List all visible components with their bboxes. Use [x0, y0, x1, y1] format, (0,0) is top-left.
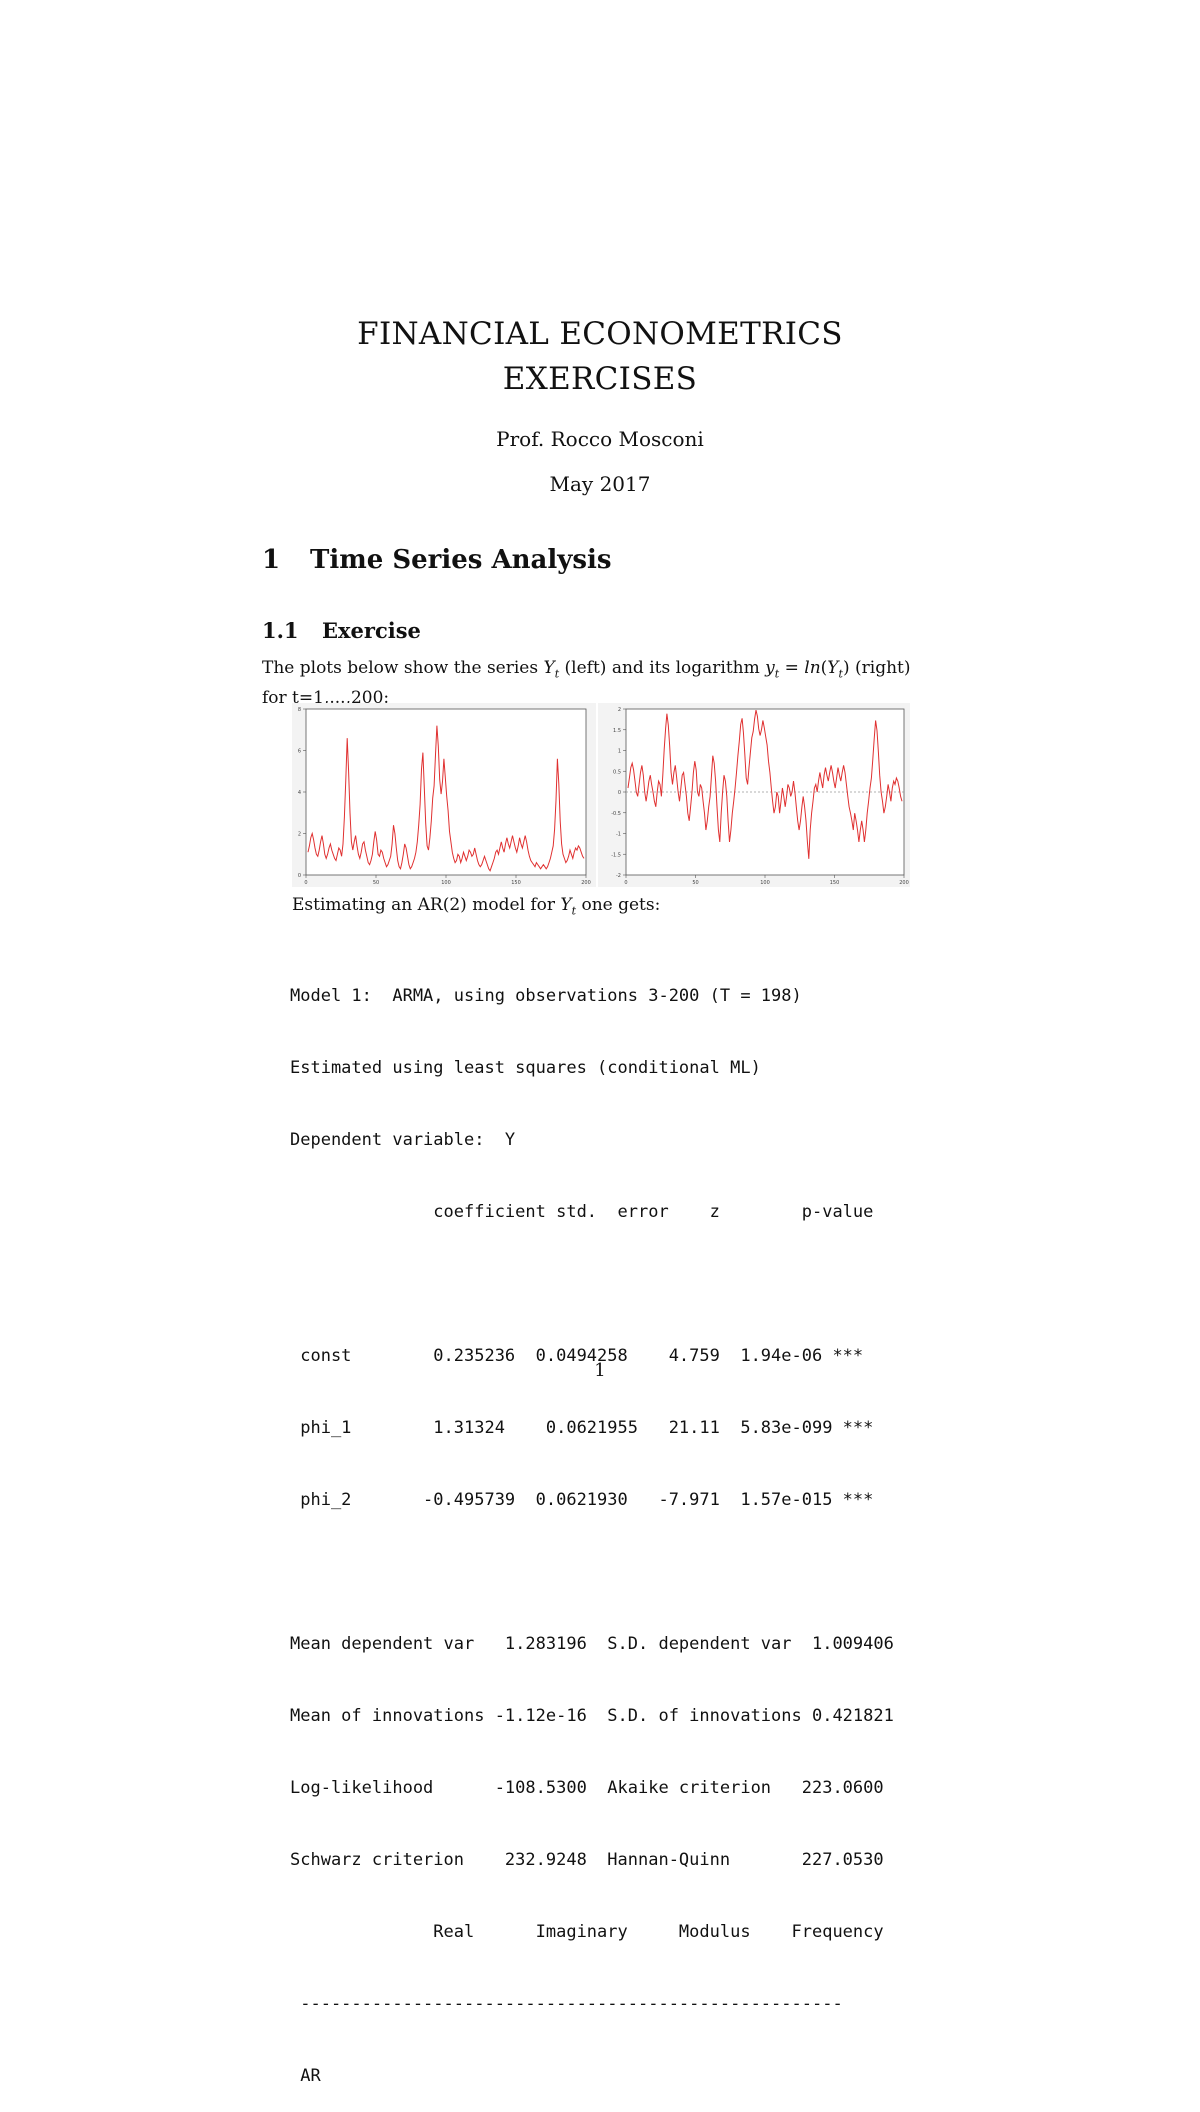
- x-tick-label: 0: [624, 880, 628, 886]
- subsection-number: 1.1: [262, 618, 299, 643]
- stats-row: Mean dependent var 1.283196 S.D. dependent var 1.009406: [290, 1634, 894, 1654]
- y-tick-label: 6: [297, 748, 301, 755]
- intro-line1: The plots below show the series $Y_t$ (left) and its logarithm $y_t = \ln(Y_t)$ (right): [262, 658, 911, 681]
- y-tick-label: 1.5: [613, 727, 621, 734]
- x-tick-label: 50: [372, 880, 380, 886]
- output-header-line: Estimated using least squares (conditional ML): [290, 1058, 761, 1078]
- x-tick-label: 0: [304, 880, 308, 886]
- date: May 2017: [549, 472, 651, 496]
- coefficient-row-phi1: phi_1 1.31324 0.0621955 21.11 5.83e-099 ***: [290, 1418, 874, 1438]
- y-tick-label: -2: [616, 873, 621, 879]
- coefficient-column-header: coefficient std. error z p-value: [290, 1202, 874, 1222]
- stats-row: Log-likelihood -108.5300 Akaike criterion 223.0600: [290, 1778, 884, 1798]
- y-tick-label: -1.5: [611, 852, 621, 859]
- doc-title-line2: EXERCISES: [502, 361, 698, 397]
- roots-column-header: Real Imaginary Modulus Frequency: [290, 1922, 884, 1942]
- y-tick-label: 8: [297, 707, 301, 713]
- plot-series-Y: [292, 703, 596, 887]
- plot-log-series-y: [598, 703, 910, 887]
- coefficient-row-phi2: phi_2 -0.495739 0.0621930 -7.971 1.57e-015 ***: [290, 1490, 874, 1510]
- section-number: 1: [262, 545, 281, 575]
- stats-row: Mean of innovations -1.12e-16 S.D. of innovations 0.421821: [290, 1706, 894, 1726]
- y-tick-label: 2: [617, 707, 621, 713]
- estimating-paragraph: Estimating an AR(2) model for $Y_t$ one gets:: [292, 895, 661, 918]
- y-tick-label: 1: [617, 748, 621, 755]
- x-tick-label: 100: [760, 880, 770, 886]
- intro-line2: for t=1,...,200:: [262, 688, 390, 709]
- section-title: Time Series Analysis: [310, 545, 612, 575]
- roots-divider: -----------------------------------------------------: [290, 1994, 843, 2014]
- y-tick-label: 2: [297, 831, 301, 838]
- output-header-line: Dependent variable: Y: [290, 1130, 516, 1150]
- page-number: 1: [594, 1360, 606, 1381]
- x-tick-label: 50: [692, 880, 699, 886]
- x-tick-label: 200: [581, 880, 591, 886]
- coefficient-row-const: const 0.235236 0.0494258 4.759 1.94e-06 ***: [290, 1346, 864, 1366]
- x-tick-label: 200: [899, 880, 909, 886]
- y-tick-label: -0.5: [611, 810, 621, 817]
- output-header-line: Model 1: ARMA, using observations 3-200 (T = 198): [290, 986, 802, 1006]
- y-tick-label: 0: [297, 873, 301, 879]
- x-tick-label: 150: [511, 880, 521, 886]
- regression-output: [290, 936, 894, 2112]
- y-tick-label: 0.5: [613, 769, 621, 776]
- author: Prof. Rocco Mosconi: [496, 427, 704, 451]
- y-tick-label: 0: [617, 790, 621, 796]
- x-tick-label: 150: [829, 880, 840, 886]
- subsection-title: Exercise: [322, 618, 421, 643]
- section-heading: [262, 545, 612, 575]
- roots-ar-label: AR: [290, 2066, 321, 2086]
- y-tick-label: 4: [297, 790, 301, 796]
- doc-title-line1: FINANCIAL ECONOMETRICS: [357, 316, 843, 352]
- stats-row: Schwarz criterion 232.9248 Hannan-Quinn 227.0530: [290, 1850, 884, 1870]
- y-tick-label: -1: [616, 831, 621, 838]
- subsection-heading: [262, 618, 421, 643]
- x-tick-label: 100: [441, 880, 451, 886]
